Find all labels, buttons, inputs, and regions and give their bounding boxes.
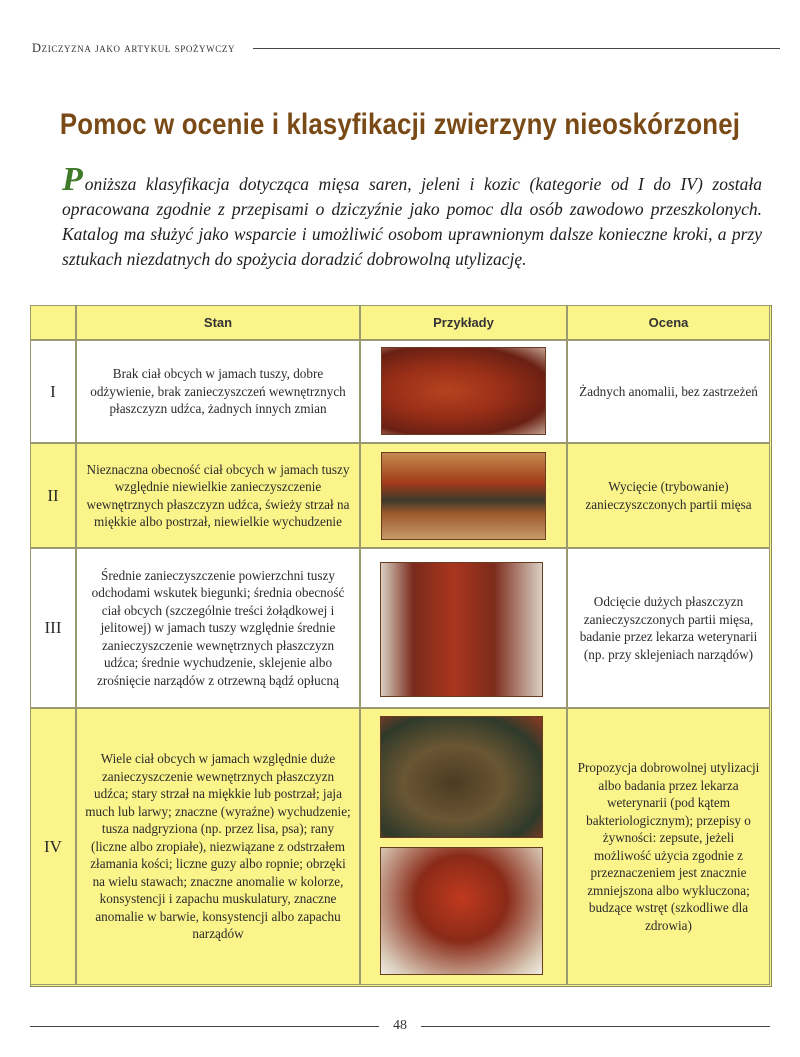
row-3-ocena: Odcięcie dużych płaszczyzn zanieczyszczonych partii mięsa, badanie przez lekarza weterynarii (np. przy sklejeniach narządów) <box>567 548 770 708</box>
footer-rule-right <box>421 1026 770 1027</box>
intro-paragraph <box>62 161 762 272</box>
row-2-category: II <box>30 443 76 548</box>
running-head-rule <box>253 48 780 49</box>
header-empty-cell <box>30 305 76 340</box>
intro-text: oniższa klasyfikacja dotycząca mięsa saren, jeleni i kozic (kategorie od I do IV) została opracowana zgodnie z przepisami o dziczyźnie jako pomoc dla osób zawodowo przeszkolonych. Katalog ma służyć jako wsparcie i umożliwić osobom uprawnionym dalsze konieczne kroki, a przy sztukach niezdatnych do spożycia doradzić dobrowolną utylizację. <box>62 174 762 269</box>
running-head <box>32 38 780 58</box>
row-4-ocena: Propozycja dobrowolnej utylizacji albo badania przez lekarza weterynarii (pod kątem bakteriologicznym); przepisy o żywności: zepsute, jeżeli możliwość użycia zgodnie z przeznaczeniem jest znacznie zmniejszona albo wykluczona; budzące wstręt (szkodliwe dla zdrowia) <box>567 708 770 985</box>
footer-rule-left <box>30 1026 379 1027</box>
running-head-text: Dziczyzna jako artykuł spożywczy <box>32 40 236 55</box>
page-footer <box>30 1016 770 1036</box>
row-3-category: III <box>30 548 76 708</box>
row-4-stan: Wiele ciał obcych w jamach względnie duże zanieczyszczenie wewnętrznych płaszczyzn udźca; stary strzał na miękkie lub postrzał; jaja much lub larwy; znaczne (wyraźne) wychudzenie; tusza nadgryziona (np. przez lisa, psa); rany (liczne albo zropiałe), niezwiązane z odstrzałem złamania kości; liczne guzy albo ropnie; obrzęki na wielu stawach; znaczne anomalie w kolorze, konsystencji i zapachu muskulatury, znaczne anomalie w barwie, konsystencji albo zapachu narządów <box>76 708 360 985</box>
header-stan: Stan <box>76 305 360 340</box>
row-1-stan: Brak ciał obcych w jamach tuszy, dobre odżywienie, brak zanieczyszczeń wewnętrznych płaszczyzn udźca, żadnych innych zmian <box>76 340 360 443</box>
row-3-stan: Średnie zanieczyszczenie powierzchni tuszy odchodami wskutek biegunki; średnia obecność ciał obcych (szczególnie treści żołądkowej i jelitowej) w jamach tuszy względnie średnie zanieczyszczenie wewnętrznych płaszczyzn udźca; średnie wychudzenie, sklejenie albo zrośnięcie narządów z otrzewną bądź opłucną <box>76 548 360 708</box>
row-1-photo <box>381 347 546 435</box>
row-1-ocena: Żadnych anomalii, bez zastrzeżeń <box>567 340 770 443</box>
header-przyklady: Przykłady <box>360 305 567 340</box>
intro-dropcap: P <box>62 161 83 198</box>
row-4-photo-bottom <box>380 847 543 975</box>
page-number: 48 <box>393 1018 407 1033</box>
header-ocena: Ocena <box>567 305 770 340</box>
row-1-category: I <box>30 340 76 443</box>
row-2-photo <box>381 452 546 540</box>
row-2-stan: Nieznaczna obecność ciał obcych w jamach tuszy względnie niewielkie zanieczyszczenie wewnętrznych płaszczyzn udźca, świeży strzał na miękkie albo postrzał, niewielkie wychudzenie <box>76 443 360 548</box>
row-4-category: IV <box>30 708 76 985</box>
row-4-photo-top <box>380 716 543 838</box>
page-title: Pomoc w ocenie i klasyfikacji zwierzyny nieoskórzonej <box>59 108 741 141</box>
row-3-photo <box>380 562 543 697</box>
row-2-ocena: Wycięcie (trybowanie) zanieczyszczonych partii mięsa <box>567 443 770 548</box>
